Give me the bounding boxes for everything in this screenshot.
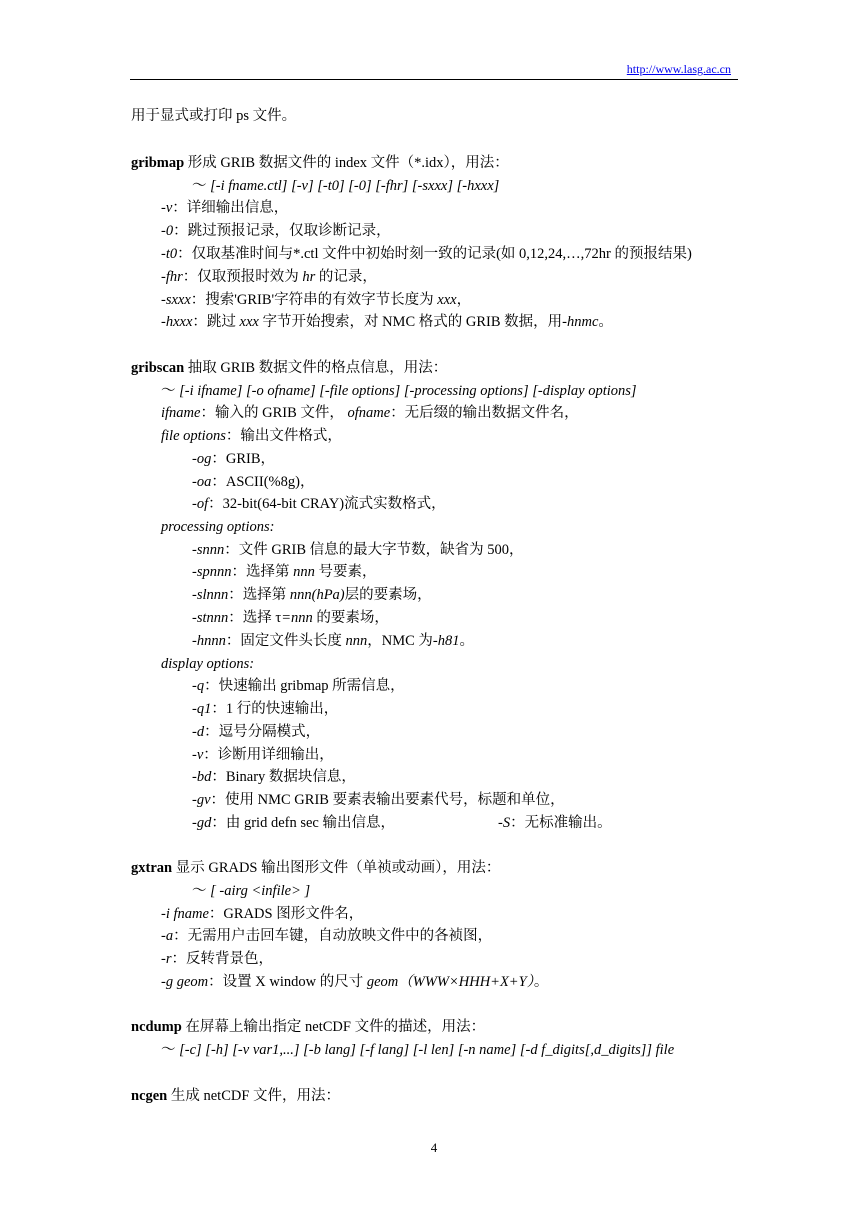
line-text: ：设置 X window 的尺寸 <box>208 974 367 990</box>
text-line <box>131 359 447 377</box>
line-text: ：输出文件格式， <box>225 428 342 444</box>
option-text: -v <box>192 747 204 763</box>
line-text: ～ <box>192 178 211 194</box>
line-text: ：无标准输出。 <box>510 815 612 831</box>
option-text: display options: <box>161 656 255 672</box>
option-text: nnn <box>293 564 315 580</box>
option-text: hnmc <box>566 314 599 330</box>
option-text: processing options: <box>161 519 275 535</box>
option-text: -sxxx <box>161 292 191 308</box>
option-text: -r <box>161 951 172 967</box>
text-line <box>192 814 395 832</box>
line-text: 字节开始搜索，对 NMC 格式的 GRIB 数据，用- <box>258 314 567 330</box>
text-line <box>161 655 254 673</box>
line-text: 抽取 GRIB 数据文件的格点信息，用法： <box>184 360 448 376</box>
line-text: ：GRADS 图形文件名， <box>208 906 364 922</box>
option-text: ofname <box>347 405 391 421</box>
text-line <box>192 746 334 764</box>
line-text: 层的要素场， <box>344 587 432 603</box>
line-text: ：选择 τ <box>228 610 282 626</box>
option-text: -S <box>498 815 511 831</box>
text-line <box>161 245 692 263</box>
line-text: ：搜索'GRIB'字符串的有效字节长度为 <box>190 292 438 308</box>
line-text: ～ <box>192 883 211 899</box>
text-line <box>192 541 524 559</box>
line-text: 在屏幕上输出指定 netCDF 文件的描述，用法： <box>181 1019 486 1035</box>
line-text: 生成 netCDF 文件，用法： <box>167 1088 341 1104</box>
line-text: 。 <box>459 633 474 649</box>
text-line <box>161 268 377 286</box>
option-text: -q <box>192 678 205 694</box>
text-line <box>131 1087 340 1105</box>
option-text: hr <box>302 269 316 285</box>
line-text: ～ <box>161 1042 180 1058</box>
line-text: ：由 grid defn sec 输出信息， <box>211 815 395 831</box>
line-text: ：Binary 数据块信息， <box>211 769 356 785</box>
line-text: ：详细输出信息， <box>172 200 289 216</box>
option-text: [-c] [-h] [-v var1,...] [-b lang] [-f lang] [-l len] [-n name] [-d f_digits[,d_digits]] file <box>179 1042 675 1058</box>
option-text: -i fname <box>161 906 209 922</box>
option-text: -hxxx <box>161 314 193 330</box>
text-line <box>192 586 432 604</box>
text-line <box>192 450 275 468</box>
option-text: [-i fname.ctl] [-v] [-t0] [-0] [-fhr] [-sxxx] [-hxxx] <box>210 178 500 194</box>
text-line <box>498 814 612 832</box>
option-text: -bd <box>192 769 212 785</box>
option-text: -og <box>192 451 212 467</box>
option-text: [ -airg <infile> ] <box>210 883 311 899</box>
line-text: 。 <box>533 974 549 990</box>
line-text: ：1 行的快速输出， <box>211 701 339 717</box>
line-text: ：输入的 GRIB 文件， <box>200 405 348 421</box>
text-line <box>161 313 613 331</box>
line-text: ：GRIB， <box>211 451 275 467</box>
option-text: -spnnn <box>192 564 232 580</box>
text-line <box>192 700 338 718</box>
line-text: 的要素场， <box>312 610 389 626</box>
line-text: ：跳过 <box>192 314 240 330</box>
line-text: ，NMC 为- <box>367 633 438 649</box>
line-text: 的记录， <box>315 269 377 285</box>
text-line <box>131 1018 485 1036</box>
line-text: 形成 GRIB 数据文件的 index 文件（*.idx），用法： <box>184 155 509 171</box>
line-text: ：文件 GRIB 信息的最大字节数，缺省为 500， <box>224 542 524 558</box>
line-text: ：使用 NMC GRIB 要素表输出要素代号，标题和单位， <box>210 792 565 808</box>
option-text: -q1 <box>192 701 212 717</box>
text-line <box>161 927 492 945</box>
line-text: 号要素， <box>314 564 377 580</box>
text-line <box>161 973 548 991</box>
line-text: 用于显式或打印 ps 文件。 <box>131 108 297 124</box>
text-line <box>161 222 391 240</box>
text-line <box>192 473 314 491</box>
option-text: -gv <box>192 792 211 808</box>
line-text: ：固定文件头长度 <box>225 633 346 649</box>
option-text: -of <box>192 496 209 512</box>
line-text: ：诊断用详细输出， <box>203 747 334 763</box>
option-text: ifname <box>161 405 201 421</box>
text-line <box>131 859 500 877</box>
option-text: -v <box>161 200 173 216</box>
text-line <box>192 563 376 581</box>
text-line <box>192 609 389 627</box>
option-text: h81 <box>437 633 460 649</box>
text-line <box>161 291 471 309</box>
text-line <box>161 382 637 400</box>
line-text: ：无需用户击回车键，自动放映文件中的各祯图， <box>173 928 493 944</box>
line-text: ：无后缀的输出数据文件名， <box>390 405 579 421</box>
command-name: gribmap <box>131 155 185 171</box>
page-number: 4 <box>430 1140 438 1155</box>
text-line <box>161 518 274 536</box>
text-line <box>192 632 474 650</box>
text-line <box>161 1041 674 1059</box>
option-text: -t0 <box>161 246 178 262</box>
option-text: -a <box>161 928 174 944</box>
text-line <box>192 495 446 513</box>
line-text: ：仅取基准时间与*.ctl 文件中初始时刻一致的记录(如 0,12,24,…,72hr 的预报结果) <box>177 246 692 262</box>
option-text: -d <box>192 724 205 740</box>
option-text: geom（WWW×HHH+X+Y） <box>366 974 534 990</box>
text-line <box>161 199 288 217</box>
option-text: -hnnn <box>192 633 226 649</box>
line-text: ：反转背景色， <box>171 951 273 967</box>
command-name: gxtran <box>131 860 173 876</box>
text-line <box>192 723 320 741</box>
option-text: -stnnn <box>192 610 229 626</box>
line-text: ：快速输出 gribmap 所需信息， <box>204 678 405 694</box>
text-line <box>192 177 499 195</box>
command-name: gribscan <box>131 360 185 376</box>
text-line <box>192 882 310 900</box>
text-line <box>161 950 273 968</box>
text-line <box>192 768 356 786</box>
text-line <box>161 905 363 923</box>
option-text: xxx <box>239 314 259 330</box>
option-text: -0 <box>161 223 174 239</box>
line-text: ：选择第 <box>231 564 294 580</box>
option-text: -g geom <box>161 974 209 990</box>
line-text: ～ <box>161 383 180 399</box>
option-text: -gd <box>192 815 212 831</box>
option-text: file options <box>161 428 226 444</box>
line-text: ：ASCII(%8g)， <box>211 474 315 490</box>
option-text: -oa <box>192 474 212 490</box>
text-line <box>131 107 296 125</box>
text-line <box>192 791 565 809</box>
text-line <box>161 427 342 445</box>
line-text: ：32-bit(64-bit CRAY)流式实数格式， <box>208 496 446 512</box>
option-text: -snnn <box>192 542 225 558</box>
option-text: -fhr <box>161 269 183 285</box>
line-text: ：选择第 <box>228 587 290 603</box>
text-line <box>192 677 405 695</box>
line-text: ：跳过预报记录，仅取诊断记录， <box>173 223 391 239</box>
option-text: =nnn <box>281 610 313 626</box>
option-text: [-i ifname] [-o ofname] [-file options] [-processing options] [-display options] <box>179 383 637 399</box>
line-text: ：逗号分隔模式， <box>204 724 321 740</box>
header-url-link[interactable]: http://www.lasg.ac.cn <box>626 62 731 76</box>
text-line <box>161 404 579 422</box>
text-line <box>131 154 509 172</box>
line-text: ， <box>456 292 472 308</box>
option-text: -slnnn <box>192 587 229 603</box>
line-text: 。 <box>598 314 613 330</box>
line-text: ：仅取预报时效为 <box>182 269 303 285</box>
command-name: ncgen <box>131 1088 168 1104</box>
line-text: 显示 GRADS 输出图形文件（单祯或动画），用法： <box>172 860 501 876</box>
option-text: nnn(hPa) <box>289 587 345 603</box>
option-text: nnn <box>345 633 368 649</box>
header-rule <box>130 79 738 80</box>
command-name: ncdump <box>131 1019 182 1035</box>
option-text: xxx <box>437 292 457 308</box>
